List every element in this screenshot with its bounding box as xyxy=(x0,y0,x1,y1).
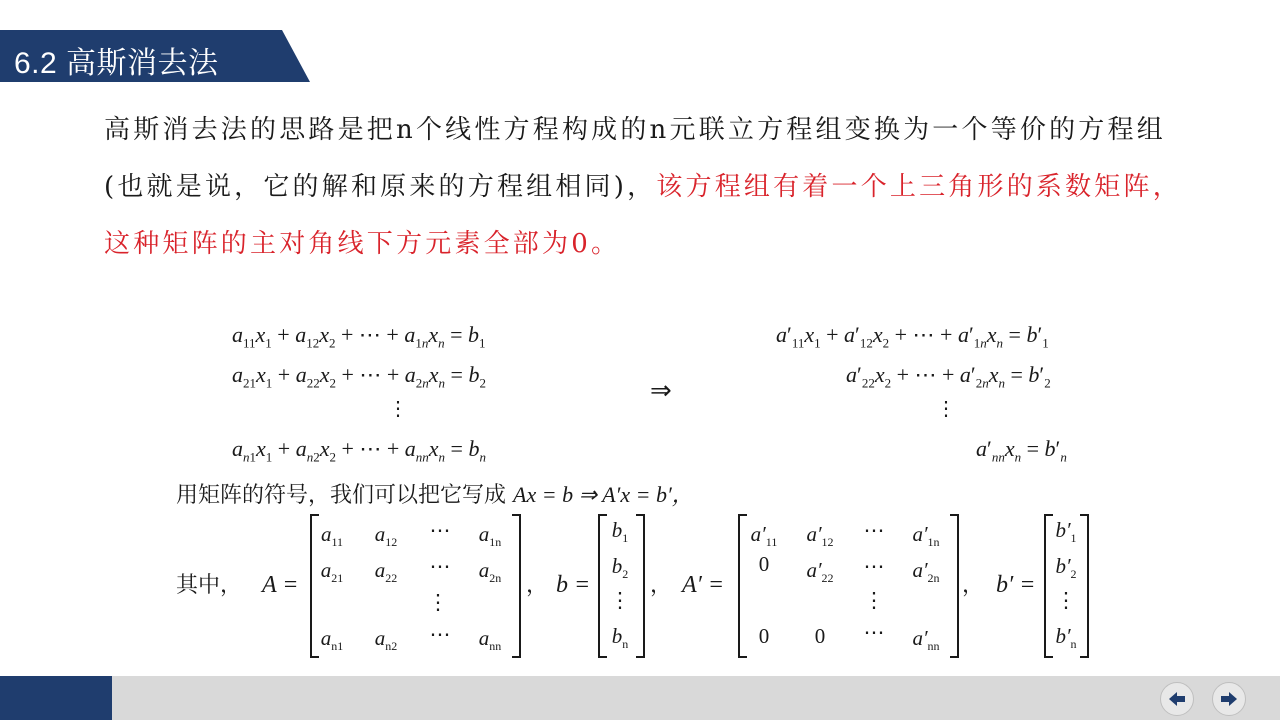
matrix-a-cell: $a_{22}$ xyxy=(374,558,398,586)
comma: ， xyxy=(526,573,549,598)
comma: ， xyxy=(650,573,673,598)
matrix-a-cell: ⋯ xyxy=(429,622,451,646)
vector-b-cell: $b_2$ xyxy=(611,554,629,582)
equation-vdots: ⋮ xyxy=(388,396,408,420)
vector-b-right-bracket xyxy=(636,514,645,658)
matrix-a-prime-cell: $a'_{nn}$ xyxy=(912,626,940,654)
matrix-a-cell: ⋯ xyxy=(429,518,451,542)
footer-accent-block xyxy=(0,676,112,720)
triangular-row-2: $a'_{22}x_2$ + ⋯ + $a'_{2n}x_n = b'_2$ xyxy=(846,362,1051,391)
matrix-notation-text: 用矩阵的符号，我们可以把它写成 xyxy=(176,483,507,508)
previous-slide-button[interactable] xyxy=(1160,682,1194,716)
intro-text: 高斯消去法的思路是把n个线性方程构成的n元联立方程组变换为一个等价的方程组(也就是说，它的解和原来的方程组相同)， xyxy=(104,115,1166,202)
matrix-a-cell: $a_{n2}$ xyxy=(374,626,398,654)
matrix-a-cell: $a_{n1}$ xyxy=(320,626,344,654)
vector-b-cell: $b_1$ xyxy=(611,518,629,546)
matrix-a-prime-cell: $a'_{11}$ xyxy=(750,522,778,550)
equation-row-1: $a_{11}x_1 + a_{12}x_2$ + ⋯ + $a_{1n}x_n = b_1$ xyxy=(232,322,486,351)
triangular-row-1: $a'_{11}x_1 + a'_{12}x_2$ + ⋯ + $a'_{1n}x_n = b'_1$ xyxy=(776,322,1049,351)
matrix-a-cell: $a_{11}$ xyxy=(320,522,344,550)
vector-b-prime-right-bracket xyxy=(1080,514,1089,658)
matrix-a-prime-cell: $a'_{12}$ xyxy=(806,522,834,550)
matrix-a-cell: $a_{nn}$ xyxy=(478,626,502,654)
matrix-a-cell: $a_{1n}$ xyxy=(478,522,502,550)
implies-arrow: ⇒ xyxy=(650,376,672,406)
triangular-vdots: ⋮ xyxy=(936,396,956,420)
matrix-a-prime-label: A′ = xyxy=(682,572,725,598)
equation-row-2: $a_{21}x_1 + a_{22}x_2$ + ⋯ + $a_{2n}x_n = b_2$ xyxy=(232,362,486,391)
matrix-a-prime-cell: 0 xyxy=(758,624,770,648)
matrix-a-prime-right-bracket xyxy=(950,514,959,658)
matrix-a-prime-cell: 0 xyxy=(814,624,826,648)
intro-paragraph xyxy=(104,102,1184,273)
vector-b-label: b = xyxy=(556,572,591,598)
footer-bar xyxy=(0,676,1280,720)
next-slide-button[interactable] xyxy=(1212,682,1246,716)
arrow-left-icon xyxy=(1167,689,1187,709)
matrix-a-vdots: ⋮ xyxy=(427,590,449,614)
vector-b-prime-vdots: ⋮ xyxy=(1055,588,1077,612)
matrix-a-right-bracket xyxy=(512,514,521,658)
vector-b-prime-cell: $b'_n$ xyxy=(1055,624,1077,652)
vector-b-prime-label: b′ = xyxy=(996,572,1036,598)
vector-b-vdots: ⋮ xyxy=(609,588,631,612)
vector-b-prime-cell: $b'_2$ xyxy=(1055,554,1077,582)
matrix-a-prime-cell: $a'_{22}$ xyxy=(806,558,834,586)
matrix-a-prime-cell: ⋯ xyxy=(863,620,885,644)
matrix-a-prime-cell: 0 xyxy=(758,552,770,576)
matrix-a-label: A = xyxy=(262,572,299,598)
triangular-row-n: $a'_{nn}x_n = b'_n$ xyxy=(976,436,1067,465)
equation-row-n: $a_{n1}x_1 + a_{n2}x_2$ + ⋯ + $a_{nn}x_n = b_n$ xyxy=(232,436,486,465)
where-label: 其中， xyxy=(176,573,243,598)
matrix-a-prime-cell: ⋯ xyxy=(863,518,885,542)
matrix-a-cell: ⋯ xyxy=(429,554,451,578)
matrix-a-cell: $a_{21}$ xyxy=(320,558,344,586)
arrow-right-icon xyxy=(1219,689,1239,709)
intro-highlight: 该方程组有着一个上三角形的系数矩阵，这种矩阵的主对角线下方元素全部为0。 xyxy=(104,172,1182,259)
matrix-notation-line xyxy=(176,478,694,509)
matrix-a-prime-cell: $a'_{2n}$ xyxy=(912,558,940,586)
matrix-a-cell: $a_{12}$ xyxy=(374,522,398,550)
vector-b-prime-cell: $b'_1$ xyxy=(1055,518,1077,546)
matrix-a-cell: $a_{2n}$ xyxy=(478,558,502,586)
vector-b-cell: $b_n$ xyxy=(611,624,629,652)
page-title: 6.2 高斯消去法 xyxy=(14,47,219,80)
matrix-a-prime-cell: ⋯ xyxy=(863,554,885,578)
comma: ， xyxy=(962,573,985,598)
matrix-notation-formula: Ax = b ⇒ A′x = b′， xyxy=(513,482,694,507)
matrix-a-prime-cell: $a'_{1n}$ xyxy=(912,522,940,550)
matrix-a-prime-vdots: ⋮ xyxy=(863,588,885,612)
